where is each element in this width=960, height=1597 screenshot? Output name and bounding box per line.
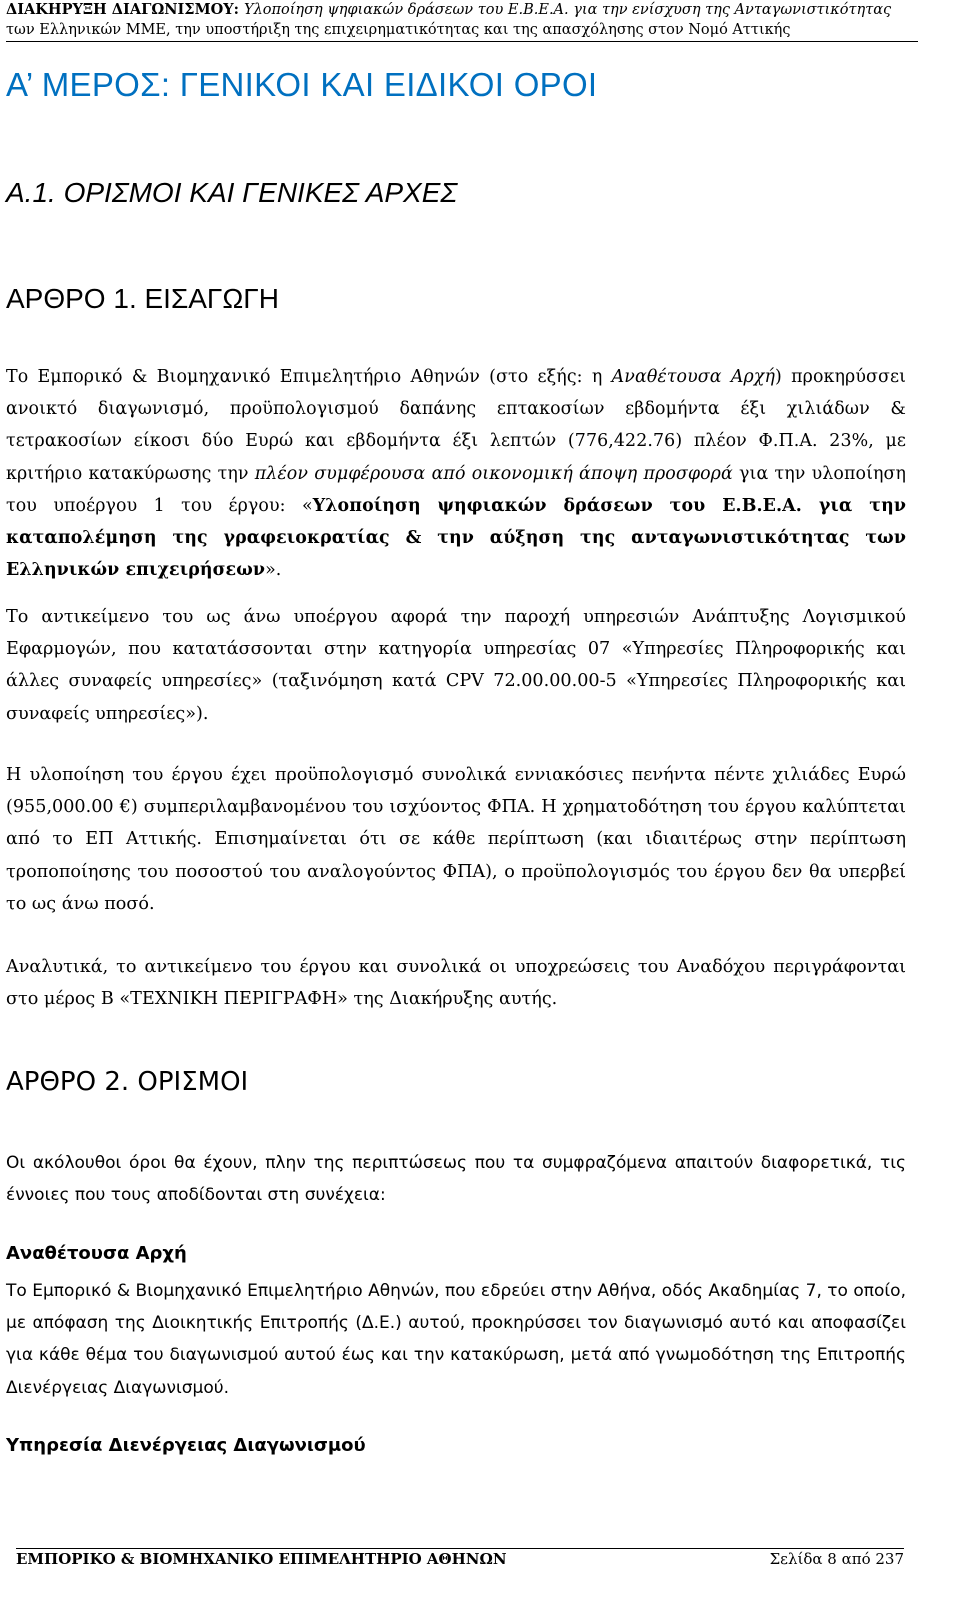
definition-tender-service-title: Υπηρεσία Διενέργειας Διαγωνισμού: [6, 1435, 366, 1456]
p1-award-criterion: πλέον συμφέρουσα από οικονομική άποψη προσφορά: [254, 463, 733, 484]
footer-rule: [16, 1548, 904, 1549]
article-2-intro: Οι ακόλουθοι όροι θα έχουν, πλην της περιπτώσεως που τα συμφραζόμενα απαιτούν διαφορετικά, τις έννοιες που τους αποδίδονται στη συνέχεια:: [6, 1153, 906, 1206]
running-header-prefix: ΔΙΑΚΗΡΥΞΗ ΔΙΑΓΩΝΙΣΜΟΥ:: [6, 1, 244, 18]
p1-text-1: Το Εμπορικό & Βιομηχανικό Επιμελητήριο Αθηνών (στο εξής: η: [6, 367, 612, 387]
article-1-paragraph-1: [6, 361, 906, 586]
p1-text-7: ».: [265, 560, 282, 581]
article-1-paragraph-2: Το αντικείμενο του ως άνω υποέργου αφορά την παροχή υπηρεσιών Ανάπτυξης Λογισμικού Εφαρμογών, που κατατάσσονται στην κατηγορία υπηρεσίας 07 «Υπηρεσίες Πληροφορικής και άλλες συναφείς υπηρεσίες» (ταξινόμηση κατά CPV 72.00.00.00-5 «Υπηρεσίες Πληροφορικής και συναφείς υπηρεσίες»).: [6, 607, 906, 724]
definition-contracting-authority-title: Αναθέτουσα Αρχή: [6, 1243, 187, 1264]
running-header-line1: [6, 0, 918, 20]
p1-text-5: για την υλοποίηση του υποέργου 1 του έργου: «: [6, 463, 906, 516]
footer-page-number: Σελίδα 8 από 237: [769, 1550, 904, 1568]
footer-organization: ΕΜΠΟΡΙΚΟ & ΒΙΟΜΗΧΑΝΙΚΟ ΕΠΙΜΕΛΗΤΗΡΙΟ ΑΘΗΝΩΝ: [16, 1550, 507, 1568]
running-header: [6, 0, 918, 42]
article-1-paragraph-3: Η υλοποίηση του έργου έχει προϋπολογισμό συνολικά εννιακόσιες πενήντα πέντε χιλιάδες Ευρώ (955,000.00 €) συμπεριλαμβανομένου του ισχύοντος ΦΠΑ. Η χρηματοδότηση του έργου καλύπτεται από το ΕΠ Αττικής. Επισημαίνεται ότι σε κάθε περίπτωση (και ιδιαιτέρως στην περίπτωση τροποποίησης του ποσοστού του αναλογούντος ΦΠΑ), ο προϋπολογισμός του έργου δεν θα υπερβεί το ως άνω ποσό.: [6, 765, 906, 914]
running-header-title: Υλοποίηση ψηφιακών δράσεων του Ε.Β.Ε.Α. για την ενίσχυση της Ανταγωνιστικότητας: [244, 2, 892, 18]
article-1-paragraph-4: Αναλυτικά, το αντικείμενο του έργου και συνολικά οι υποχρεώσεις του Αναδόχου περιγράφονται στο μέρος Β «ΤΕΧΝΙΚΗ ΠΕΡΙΓΡΑΦΗ» της Διακήρυξης αυτής.: [6, 957, 906, 1010]
article-2-title: ΑΡΘΡΟ 2. ΟΡΙΣΜΟΙ: [6, 1067, 249, 1097]
page-footer: [16, 1548, 904, 1584]
section-title: Α.1. ΟΡΙΣΜΟΙ ΚΑΙ ΓΕΝΙΚΕΣ ΑΡΧΕΣ: [6, 177, 458, 208]
running-header-line2: των Ελληνικών ΜΜΕ, την υποστήριξη της επιχειρηματικότητας και της απασχόλησης στον Νομό Αττικής: [6, 22, 791, 38]
part-title: Α’ ΜΕΡΟΣ: ΓΕΝΙΚΟΙ ΚΑΙ ΕΙΔΙΚΟΙ ΟΡΟΙ: [6, 66, 598, 103]
p1-text-3: ) προκηρύσσει ανοικτό διαγωνισμό, προϋπολογισμού δαπάνης επτακοσίων εβδομήντα έξι χιλιάδων & τετρακοσίων είκοσι δύο Ευρώ και εβδομήντα έξι λεπτών (776,422.76) πλέον Φ.Π.Α. 23%, με κριτήριο κατακύρωσης την: [6, 367, 906, 484]
p1-contracting-authority: Αναθέτουσα Αρχή: [611, 367, 775, 387]
p1-project-title: Υλοποίηση ψηφιακών δράσεων του Ε.Β.Ε.Α. για την καταπολέμηση της γραφειοκρατίας & την αύξηση της ανταγωνιστικότητας των Ελληνικών επιχειρήσεων: [6, 495, 906, 581]
article-1-title: ΑΡΘΡΟ 1. ΕΙΣΑΓΩΓΗ: [6, 283, 279, 314]
definition-contracting-authority-text: Το Εμπορικό & Βιομηχανικό Επιμελητήριο Αθηνών, που εδρεύει στην Αθήνα, οδός Ακαδημίας 7, το οποίο, με απόφαση της Διοικητικής Επιτροπής (Δ.Ε.) αυτού, προκηρύσσει τον διαγωνισμό αυτό και αποφασίζει για κάθε θέμα του διαγωνισμού αυτού έως και την κατακύρωση, μετά από γνωμοδότηση της Επιτροπής Διενέργειας Διαγωνισμού.: [6, 1281, 906, 1398]
